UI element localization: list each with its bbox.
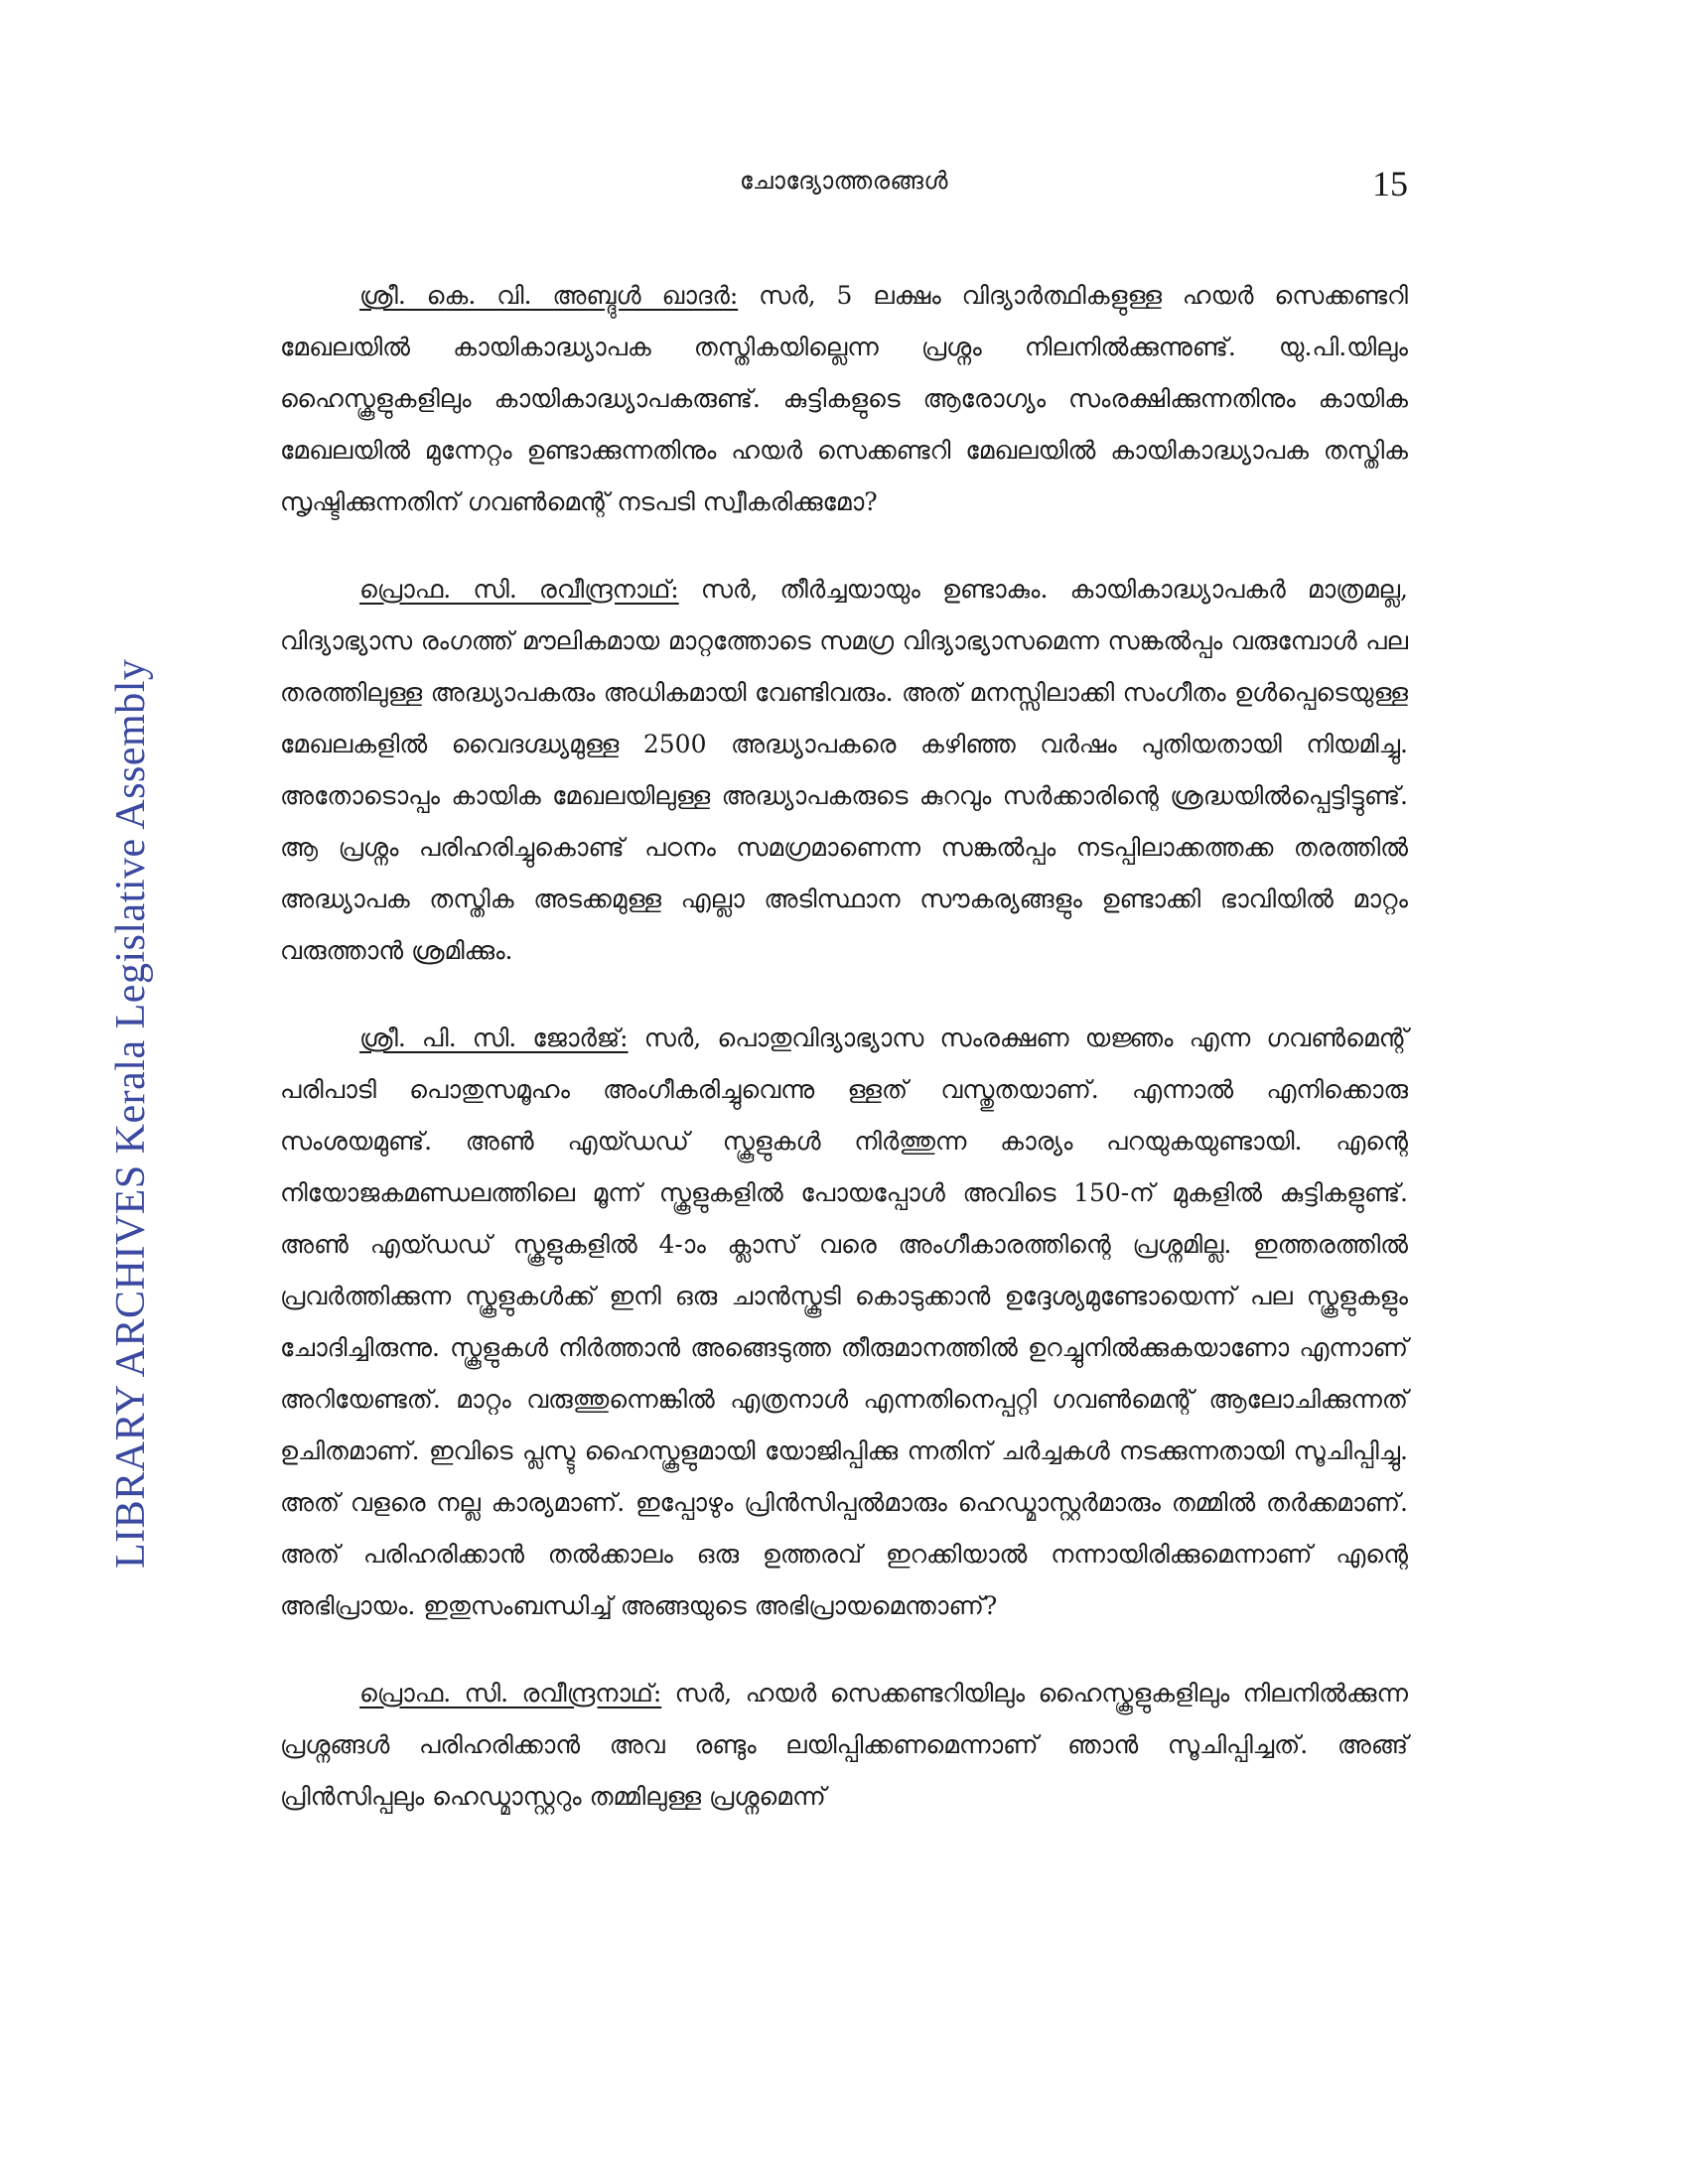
document-body [280,270,1408,1858]
speech-text: സർ, 5 ലക്ഷം വിദ്യാർത്ഥികളുള്ള ഹയർ സെക്കണ്ടറി മേഖലയിൽ കായികാദ്ധ്യാപക തസ്തികയില്ലെന്ന പ്രശ്നം നിലനിൽക്കുന്നുണ്ട്. യു.പി.യിലും ഹൈസ്കൂളുകളിലും കായികാദ്ധ്യാപകരുണ്ട്. കുട്ടികളുടെ ആരോഗ്യം സംരക്ഷിക്കുന്നതിനും കായിക മേഖലയിൽ മുന്നേറ്റം ഉണ്ടാക്കുന്നതിനും ഹയർ സെക്കണ്ടറി മേഖലയിൽ കായികാദ്ധ്യാപക തസ്തിക സൃഷ്ടിക്കുന്നതിന് ഗവൺമെന്റ് നടപടി സ്വീകരിക്കുമോ? [280,281,1408,516]
page-number: 15 [1372,164,1408,204]
speech-text: സർ, ഹയർ സെക്കണ്ടറിയിലും ഹൈസ്കൂളുകളിലും നിലനിൽക്കുന്ന പ്രശ്നങ്ങൾ പരിഹരിക്കാൻ അവ രണ്ടും ലയിപ്പിക്കണമെന്നാണ് ഞാൻ സൂചിപ്പിച്ചത്. അങ്ങ് പ്രിൻസിപ്പലും ഹെഡ്മാസ്റ്ററും തമ്മിലുള്ള പ്രശ്നമെന്ന് [280,1679,1408,1811]
speaker-name: ശ്രീ. കെ. വി. അബ്ദുൾ ഖാദർ: [359,281,739,310]
speaker-name: പ്രൊഫ. സി. രവീന്ദ്രനാഥ്: [359,1679,662,1707]
archive-watermark: LIBRARY ARCHIVES Kerala Legislative Assembly [108,658,154,1569]
paragraph-1 [280,270,1408,528]
speaker-name: പ്രൊഫ. സി. രവീന്ദ്രനാഥ്: [359,575,679,604]
speech-text: സർ, തീർച്ചയായും ഉണ്ടാകും. കായികാദ്ധ്യാപകർ മാത്രമല്ല, വിദ്യാഭ്യാസ രംഗത്ത് മൗലികമായ മാറ്റത്തോടെ സമഗ്ര വിദ്യാഭ്യാസമെന്ന സങ്കൽപ്പം വരുമ്പോൾ പല തരത്തിലുള്ള അദ്ധ്യാപകരും അധികമായി വേണ്ടിവരും. അത് മനസ്സിലാക്കി സംഗീതം ഉൾപ്പെടെയുള്ള മേഖലകളിൽ വൈദഗ്ദ്ധ്യമുള്ള 2500 അദ്ധ്യാപകരെ കഴിഞ്ഞ വർഷം പുതിയതായി നിയമിച്ചു. അതോടൊപ്പം കായിക മേഖലയിലുള്ള അദ്ധ്യാപകരുടെ കുറവും സർക്കാരിന്റെ ശ്രദ്ധയിൽപ്പെട്ടിട്ടുണ്ട്. ആ പ്രശ്നം പരിഹരിച്ചുകൊണ്ട് പഠനം സമഗ്രമാണെന്ന സങ്കൽപ്പം നടപ്പിലാക്കത്തക്ക തരത്തിൽ അദ്ധ്യാപക തസ്തിക അടക്കമുള്ള എല്ലാ അടിസ്ഥാന സൗകര്യങ്ങളും ഉണ്ടാക്കി ഭാവിയിൽ മാറ്റം വരുത്താൻ ശ്രമിക്കും. [280,575,1408,965]
paragraph-2 [280,564,1408,977]
speech-text: സർ, പൊതുവിദ്യാഭ്യാസ സംരക്ഷണ യജ്ഞം എന്ന ഗവൺമെന്റ് പരിപാടി പൊതുസമൂഹം അംഗീകരിച്ചുവെന്നു ള്ളത് വസ്തുതയാണ്. എന്നാൽ എനിക്കൊരു സംശയമുണ്ട്. അൺ എയ്ഡഡ് സ്കൂളുകൾ നിർത്തുന്ന കാര്യം പറയുകയുണ്ടായി. എന്റെ നിയോജകമണ്ഡലത്തിലെ മൂന്ന് സ്കൂളുകളിൽ പോയപ്പോൾ അവിടെ 150-ന് മുകളിൽ കുട്ടികളുണ്ട്. അൺ എയ്ഡഡ് സ്കൂളുകളിൽ 4-ാം ക്ലാസ് വരെ അംഗീകാരത്തിന്റെ പ്രശ്നമില്ല. ഇത്തരത്തിൽ പ്രവർത്തിക്കുന്ന സ്കൂളുകൾക്ക് ഇനി ഒരു ചാൻസ്കൂടി കൊടുക്കാൻ ഉദ്ദേശ്യമുണ്ടോയെന്ന് പല സ്കൂളുകളും ചോദിച്ചിരുന്നു. സ്കൂളുകൾ നിർത്താൻ അങ്ങെടുത്ത തീരുമാനത്തിൽ ഉറച്ചുനിൽക്കുകയാണോ എന്നാണ് അറിയേണ്ടത്. മാറ്റം വരുത്തുന്നെങ്കിൽ എത്രനാൾ എന്നതിനെപ്പറ്റി ഗവൺമെന്റ് ആലോചിക്കുന്നത് ഉചിതമാണ്. ഇവിടെ പ്ലസ്ടു ഹൈസ്കൂളുമായി യോജിപ്പിക്കു ന്നതിന് ചർച്ചകൾ നടക്കുന്നതായി സൂചിപ്പിച്ചു. അത് വളരെ നല്ല കാര്യമാണ്. ഇപ്പോഴും പ്രിൻസിപ്പൽമാരും ഹെഡ്മാസ്റ്റർമാരും തമ്മിൽ തർക്കമാണ്. അത് പരിഹരിക്കാൻ തൽക്കാലം ഒരു ഉത്തരവ് ഇറക്കിയാൽ നന്നായിരിക്കുമെന്നാണ് എന്റെ അഭിപ്രായം. ഇതുസംബന്ധിച്ച് അങ്ങയുടെ അഭിപ്രായമെന്താണ്? [280,1024,1408,1620]
speaker-name: ശ്രീ. പി. സി. ജോർജ്: [359,1024,629,1052]
page-header-title: ചോദ്യോത്തരങ്ങൾ [740,167,948,195]
paragraph-4 [280,1668,1408,1823]
paragraph-3 [280,1013,1408,1632]
